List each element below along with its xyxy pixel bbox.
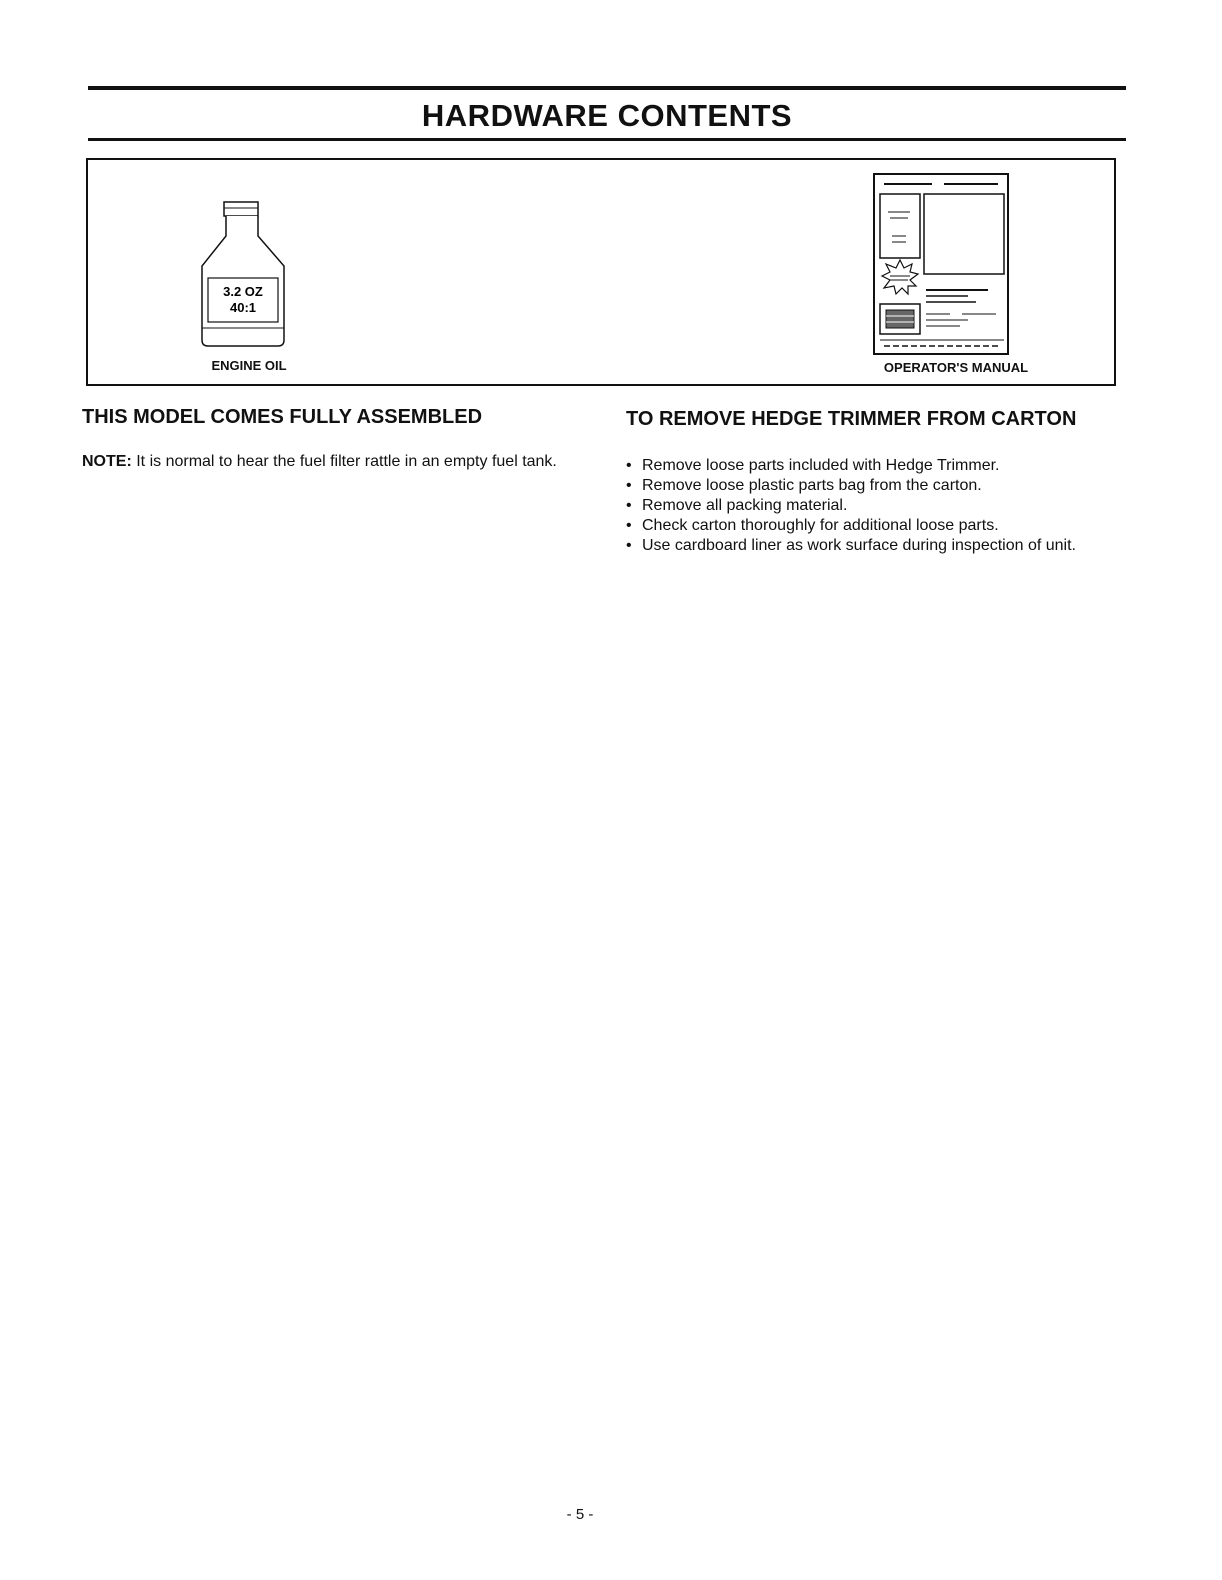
hardware-contents-box <box>86 158 1116 386</box>
note-prefix: NOTE: <box>82 453 132 470</box>
list-item: • Remove loose plastic parts bag from the carton. <box>626 476 1126 496</box>
page-number: - 5 - <box>566 1506 594 1523</box>
fully-assembled-heading: THIS MODEL COMES FULLY ASSEMBLED <box>82 406 483 428</box>
manual-booklet-icon <box>872 172 1012 358</box>
oil-bottle-volume: 3.2 OZ <box>223 284 263 299</box>
oil-bottle-icon <box>198 200 288 360</box>
page-title: HARDWARE CONTENTS <box>421 98 793 133</box>
top-rule <box>88 86 1126 90</box>
carton-removal-steps <box>626 456 1126 556</box>
operators-manual-label: OPERATOR'S MANUAL <box>883 360 1029 375</box>
list-item: • Check carton thoroughly for additional loose parts. <box>626 516 1126 536</box>
engine-oil-label: ENGINE OIL <box>211 358 287 373</box>
fuel-filter-note <box>82 452 582 472</box>
title-underline <box>88 138 1126 141</box>
list-item: • Use cardboard liner as work surface during inspection of unit. <box>626 536 1126 556</box>
note-body: It is normal to hear the fuel filter rattle in an empty fuel tank. <box>131 453 557 470</box>
remove-from-carton-heading: TO REMOVE HEDGE TRIMMER FROM CARTON <box>626 408 1077 430</box>
list-item: • Remove loose parts included with Hedge Trimmer. <box>626 456 1126 476</box>
list-item: • Remove all packing material. <box>626 496 1126 516</box>
oil-bottle-ratio: 40:1 <box>229 300 257 315</box>
